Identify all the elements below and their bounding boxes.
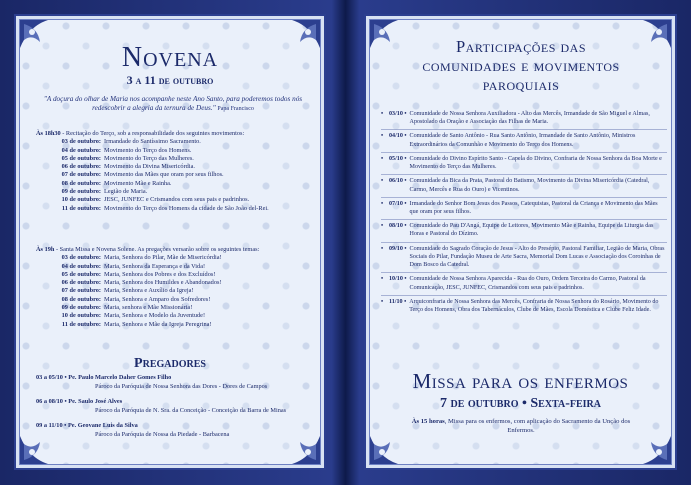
schedule-row: 11 de outubro: Movimento do Terço dos Homens da cidade de São João del-Rei.	[61, 204, 269, 212]
list-item: • 06/10 • Comunidade da Bica da Prata, Pastoral do Batismo, Movimento da Divina Misericórdia (Catedral, Carmo, Mercês e Rua do Ouro) e Vicentinos.	[381, 175, 667, 197]
schedule-row: 06 de outubro: Maria, Senhora dos Humildes e Abandonados!	[61, 279, 222, 287]
list-item: • 07/10 • Irmandade do Senhor Bom Jesus dos Passos, Catequistas, Pastoral da Criança e Movimento das Mães que oram por seus filhos.	[381, 198, 667, 220]
missa-enfermos-title: Missa para os enfermos	[412, 369, 629, 393]
schedule-row: 11 de outubro: Maria, Senhora e Mãe da Igreja Peregrina!	[61, 320, 212, 328]
list-item: • 03/10 • Comunidade de Nossa Senhora Auxiliadora - Alto das Mercês, Irmandade de São Miguel e Almas, Apostolado da Oração e Associação das Filhas de Maria.	[381, 108, 667, 130]
schedule-row: 08 de outubro: Maria, Senhora e Amparo dos Sofredores!	[61, 295, 211, 303]
missa-enfermos-date: 7 de outubro • Sexta-feira	[440, 396, 601, 411]
schedule-row: 07 de outubro: Movimento das Mães que oram por seus filhos.	[61, 171, 224, 179]
schedule-row: 03 de outubro: Irmandade do Santíssimo Sacramento.	[61, 138, 201, 146]
schedule-time: Às 18h30	[36, 130, 61, 137]
schedule-row: 08 de outubro: Movimento Mãe e Rainha.	[61, 179, 172, 187]
pregador-entry: 06 a 08/10 • Pe. Saulo José Alves Pároco da Paróquia de N. Sra. da Conceição - Conceição da Barra de Minas	[36, 398, 287, 414]
schedule-row: 04 de outubro: Maria, Senhora da Esperança e da Vida!	[61, 262, 206, 270]
novena-dates: 3 a 11 de outubro	[126, 73, 214, 87]
pope-quote	[42, 95, 304, 114]
list-item: • 08/10 • Comunidade do Pau D'Angá, Equipe de Leitores, Movimento Mãe e Rainha, Equipe da Liturgia das Horas e Pastoral do Dízimo.	[381, 220, 667, 242]
schedule-row: 10 de outubro: Maria, Senhora e Modelo da Juventude!	[61, 312, 206, 320]
list-item: • 09/10 • Comunidade do Sagrado Coração de Jesus - Alto do Presépio, Pastoral Familiar, Legião de Maria, Obras Sociais do Pilar, Fundação Museu de Arte Sacra, Memorial Dom Lucas e Associação dos Coroinhas de Dom Bosco da Catedral.	[381, 243, 667, 274]
list-item: • 05/10 • Comunidade do Divino Espírito Santo - Capela do Divino, Confraria de Nossa Senhora da Boa Morte e Movimento do Terço das Mulheres.	[381, 153, 667, 175]
schedule-row: 09 de outubro: Maria, senhora e Mãe Missionária!	[61, 304, 193, 312]
novena-title: Novena	[121, 42, 219, 73]
schedule-row: 10 de outubro: JESC, JUNFEC e Crismandos com seus pais e padrinhos.	[61, 196, 250, 204]
pregador-entry: 09 a 11/10 • Pe. Geovane Luis da Silva Pároco da Paróquia de Nossa da Piedade - Barbacena	[36, 422, 230, 438]
list-item: • 11/10 • Arquiconfraria de Nossa Senhora das Mercês, Confraria de Nossa Senhora do Rosário, Movimento do Terço dos Homens, Obra dos Tabernáculos, Clube de Mães, Escola Doméstica e Clube Feliz Idade.	[381, 298, 659, 313]
list-item: • 10/10 • Comunidade de Nossa Senhora Aparecida - Rua do Ouro, Ordem Terceira do Carmo, Pastoral da Comunicação, JESC, JUNFEC, Crismandos com seus pais e padrinhos.	[381, 273, 667, 295]
pregador-entry: 03 a 05/10 • Pe. Paulo Marcelo Daher Gomes Filho Pároco da Paróquia de Nossa Senhora das Dores - Dores de Campos	[36, 374, 268, 390]
right-page	[364, 14, 677, 470]
schedule-row: 09 de outubro: Legião de Maria.	[61, 188, 148, 196]
terco-schedule	[36, 130, 326, 213]
schedule-row: 04 de outubro: Movimento do Terço dos Homens.	[61, 146, 192, 154]
quote-text: "A doçura do olhar de Maria nos acompanhe neste Ano Santo, para poderemos todos nós redescobrir a alegria da ternura de Deus."	[43, 95, 303, 113]
schedule-intro: Às 18h30 - Recitação do Terço, sob a responsabilidade dos seguintes movimentos:	[36, 130, 245, 137]
quote-author: Papa Francisco	[217, 106, 254, 113]
schedule-row: 05 de outubro: Movimento do Terço das Mulheres.	[61, 154, 194, 162]
missa-schedule	[36, 246, 326, 329]
schedule-row: 03 de outubro: Maria, Senhora do Pilar, Mãe de Misericórdia!	[61, 254, 222, 262]
schedule-intro: Às 19h - Santa Missa e Novena Solene. As pregações versarão sobre os seguintes temas:	[36, 246, 260, 253]
schedule-row: 07 de outubro: Maria, Senhora e Auxílio da Igreja!	[61, 287, 194, 295]
pregadores-title: Pregadores	[134, 356, 206, 371]
participacoes-title: Participações das comunidades e movimentos paroquiais	[422, 37, 620, 94]
missa-enfermos-note: Às 15 horas, Missa para os enfermos, com aplicação do Sacramento da Unção dos Enfermos.	[411, 418, 631, 434]
schedule-time: Às 19h	[36, 246, 55, 253]
list-item: • 04/10 • Comunidade de Santo Antônio - Rua Santo Antônio, Irmandade de Santo Antônio, Ministros Extraordinários da Comunhão e Movimento do Terço dos Homens.	[381, 130, 667, 152]
left-page	[14, 14, 326, 470]
schedule-row: 06 de outubro: Movimento da Divina Misericórdia.	[61, 163, 195, 171]
schedule-row: 05 de outubro: Maria, Senhora dos Pobres e dos Excluídos!	[61, 270, 216, 278]
participation-list	[381, 108, 667, 317]
